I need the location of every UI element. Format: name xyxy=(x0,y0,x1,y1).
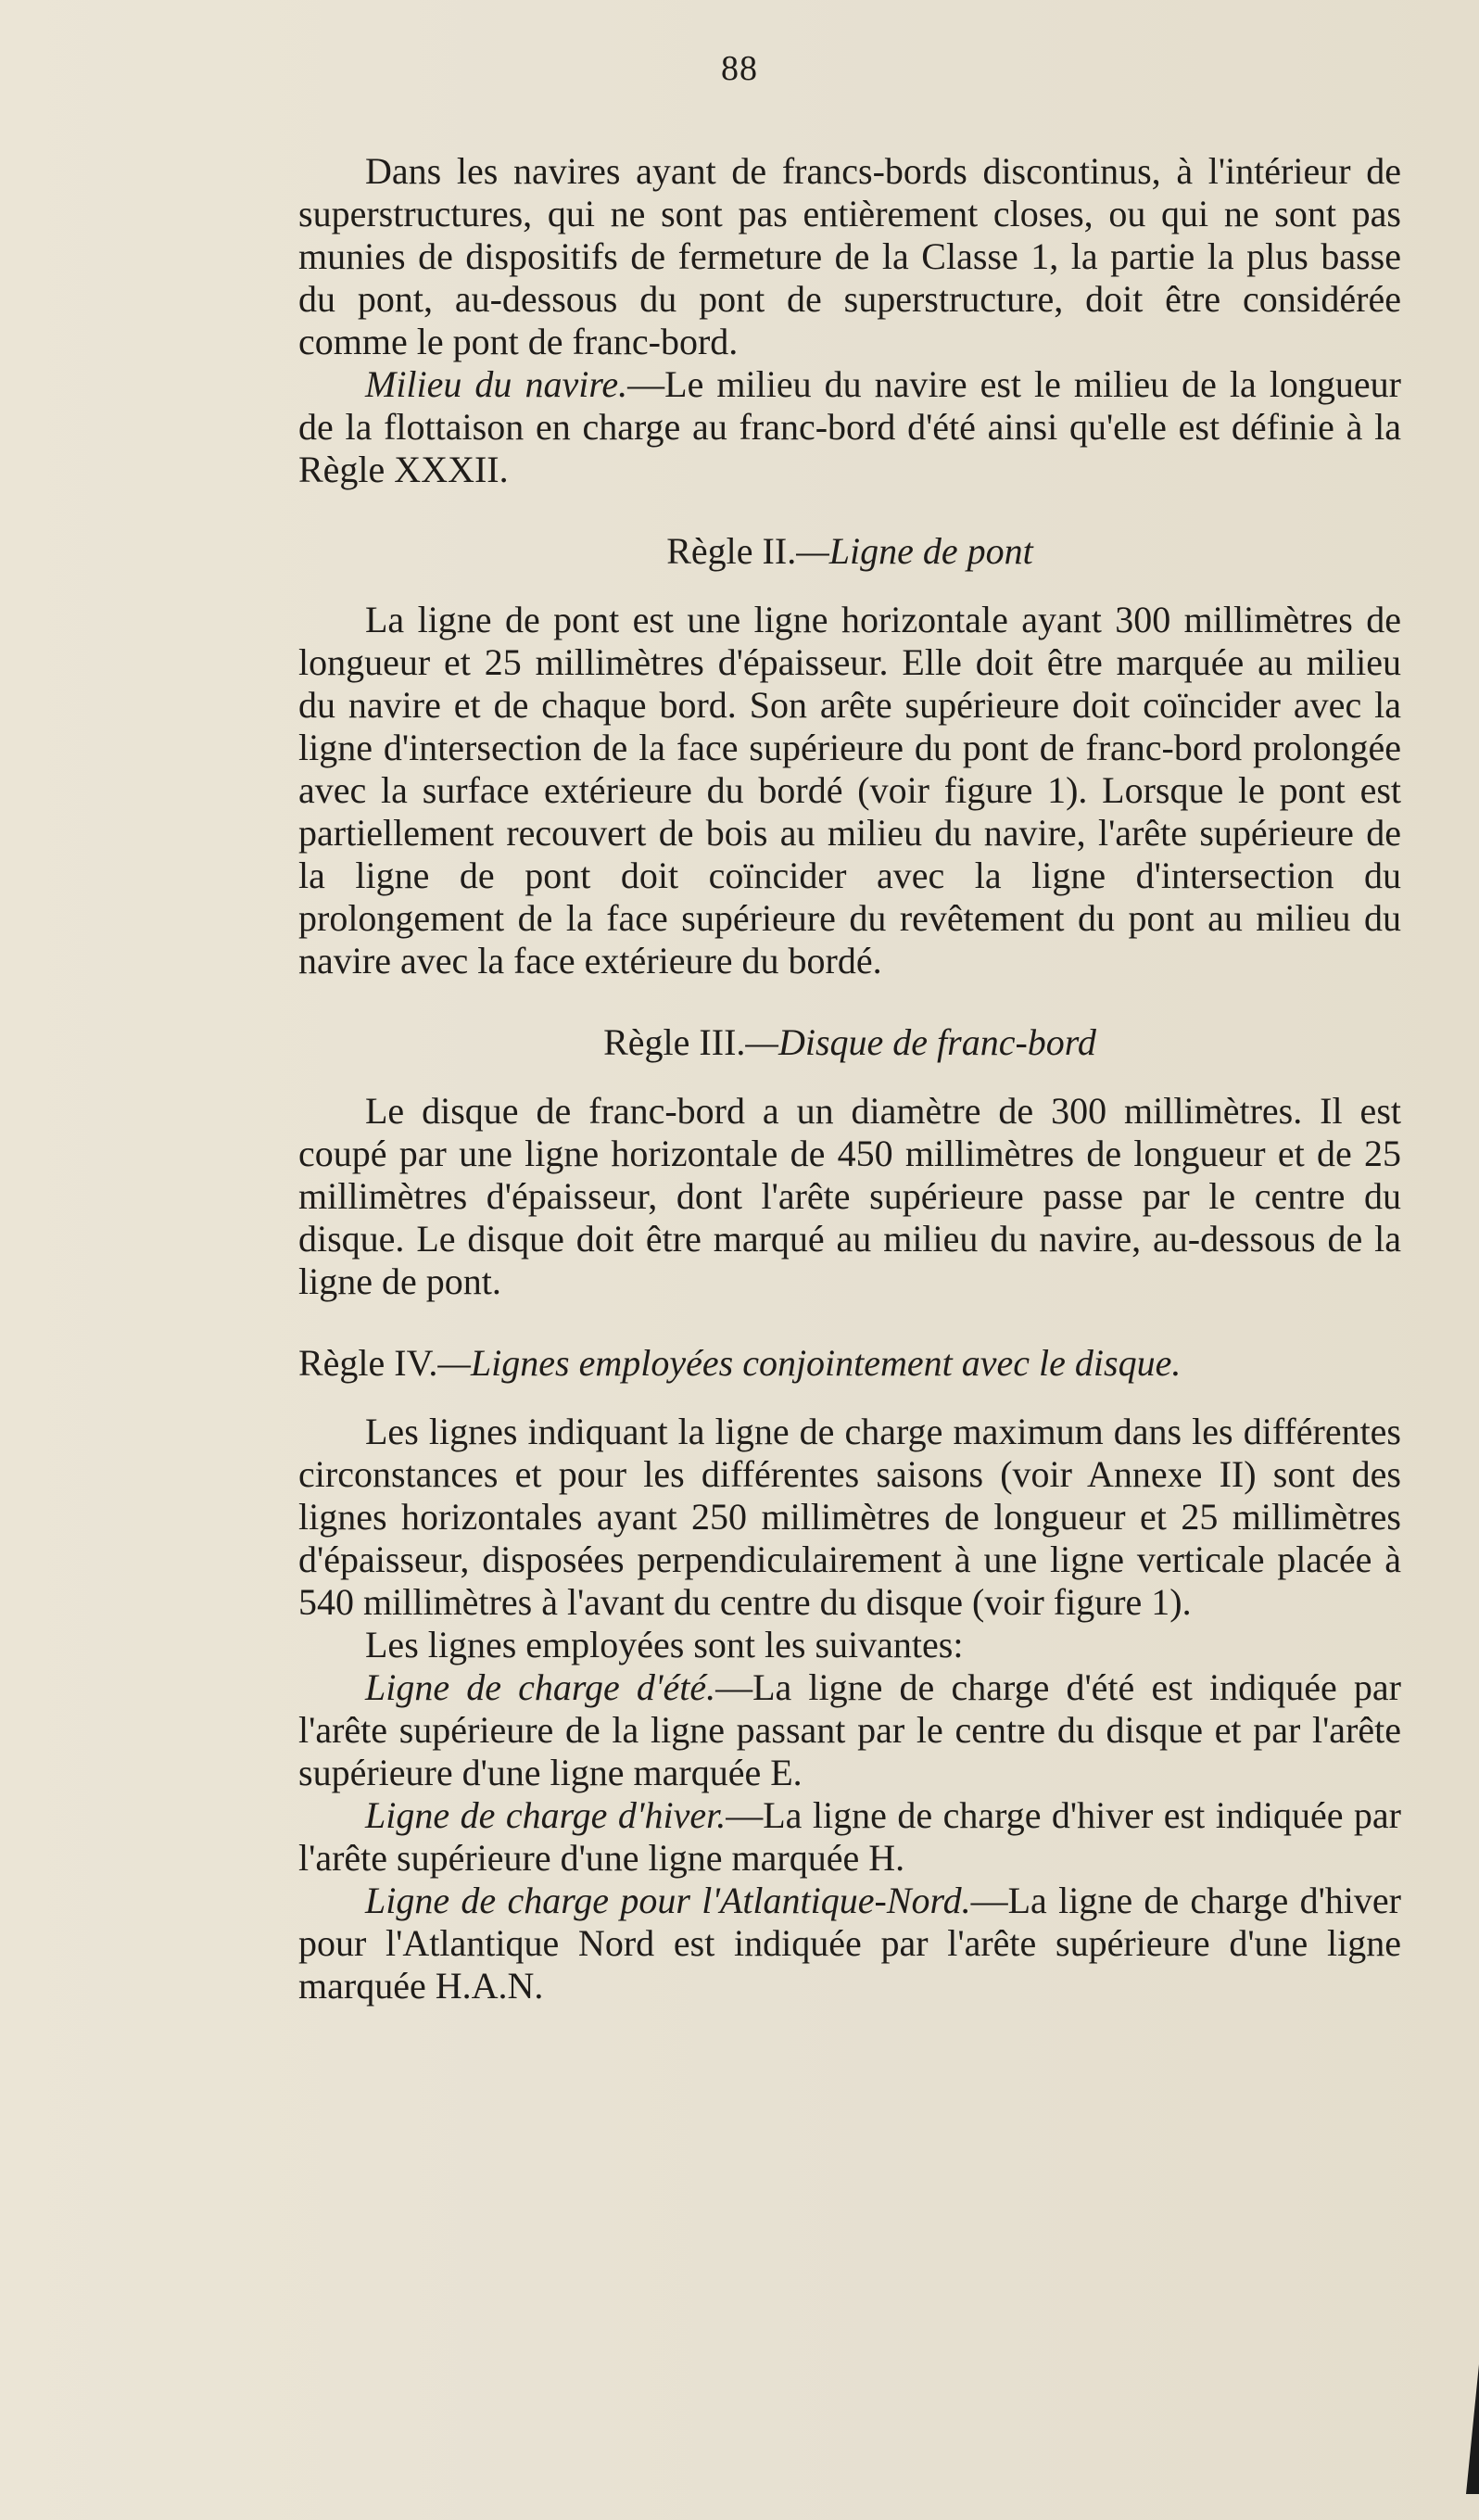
rule-3-title-prefix: Règle III. xyxy=(603,1021,746,1063)
rule-4-item-summer xyxy=(298,1666,1401,1794)
rule-2-heading xyxy=(298,530,1401,573)
rule-4-title-suffix: —Lignes employées conjointement avec le disque. xyxy=(437,1342,1182,1384)
north-atlantic-line-term: Ligne de charge pour l'Atlantique-Nord. xyxy=(365,1880,971,1921)
winter-line-term: Ligne de charge d'hiver. xyxy=(365,1794,727,1836)
summer-line-term: Ligne de charge d'été. xyxy=(365,1666,716,1708)
north-atlantic-line-text: —La ligne de charge d'hiver pour l'Atlantique Nord est indiquée par l'arête supérieure d'une ligne marquée H.A.N. xyxy=(298,1880,1401,2007)
summer-line-text: —La ligne de charge d'été est indiquée par l'arête supérieure de la ligne passant par le centre du disque et par l'arête supérieure d'une ligne marquée E. xyxy=(298,1666,1401,1793)
rule-4-item-winter xyxy=(298,1794,1401,1880)
intro-paragraph: Dans les navires ayant de francs-bords discontinus, à l'intérieur de superstructures, qui ne sont pas entièrement closes, ou qui ne sont pas munies de dispositifs de fermeture de la Classe 1, la partie la plus basse du pont, au-dessous du pont de superstructure, doit être considérée comme le pont de franc-bord. xyxy=(298,150,1401,362)
milieu-text: —Le milieu du navire est le milieu de la longueur de la flottaison en charge au franc-bord d'été ainsi qu'elle est définie à la Règle XXXII. xyxy=(298,363,1402,490)
rule-4-list-intro: Les lignes employées sont les suivantes: xyxy=(365,1624,964,1665)
milieu-term: Milieu du navire. xyxy=(365,363,628,405)
page-edge-mark xyxy=(1466,2364,1479,2494)
rule-2-body: La ligne de pont est une ligne horizontale ayant 300 millimètres de longueur et 25 millimètres d'épaisseur. Elle doit être marquée au milieu du navire et de chaque bord. Son arête supérieure doit coïncider avec la ligne d'intersection de la face supérieure du pont de franc-bord prolongée avec la surface extérieure du bordé (voir figure 1). Lorsque le pont est partiellement recouvert de bois au milieu du navire, l'arête supérieure de la ligne de pont doit coïncider avec la ligne d'intersection du prolongement de la face supérieure du revêtement du pont au milieu du navire avec la face extérieure du bordé. xyxy=(298,599,1401,981)
rule-4-title-prefix: Règle IV. xyxy=(298,1342,438,1384)
winter-line-text: —La ligne de charge d'hiver est indiquée par l'arête supérieure d'une ligne marquée H. xyxy=(298,1794,1402,1879)
rule-2-title-suffix: —Ligne de pont xyxy=(796,530,1033,572)
rule-2-title-prefix: Règle II. xyxy=(666,530,797,572)
rule-4-heading xyxy=(298,1342,1401,1385)
page-number: 88 xyxy=(721,49,758,88)
page-content xyxy=(298,150,1401,2007)
rule-3-body: Le disque de franc-bord a un diamètre de 300 millimètres. Il est coupé par une ligne horizontale de 450 millimètres de longueur et de 25 millimètres d'épaisseur, dont l'arête supérieure passe par le centre du disque. Le disque doit être marqué au milieu du navire, au-dessous de la ligne de pont. xyxy=(298,1090,1401,1302)
rule-4-item-north-atlantic xyxy=(298,1880,1401,2007)
milieu-paragraph xyxy=(298,363,1401,491)
rule-4-body: Les lignes indiquant la ligne de charge maximum dans les différentes circonstances et pour les différentes saisons (voir Annexe II) sont des lignes horizontales ayant 250 millimètres de longueur et 25 millimètres d'épaisseur, disposées perpendiculairement à une ligne verticale placée à 540 millimètres à l'avant du centre du disque (voir figure 1). xyxy=(298,1411,1401,1623)
rule-3-title-suffix: —Disque de franc-bord xyxy=(745,1021,1096,1063)
rule-3-heading xyxy=(298,1021,1401,1064)
